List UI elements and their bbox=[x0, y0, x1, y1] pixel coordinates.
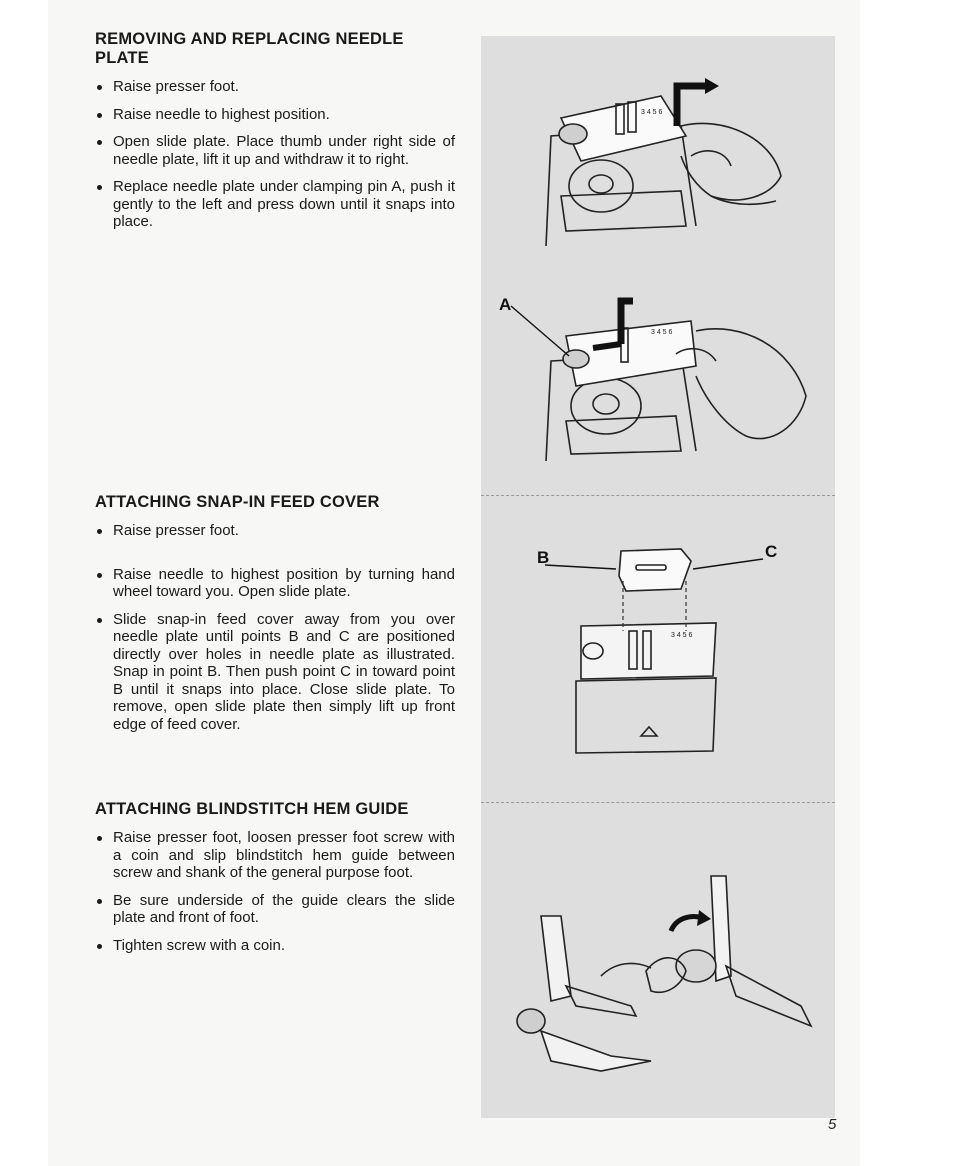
callout-a: A bbox=[499, 295, 512, 314]
needle-plate-removal-drawing bbox=[481, 56, 835, 266]
blindstitch-guide-drawing bbox=[481, 856, 835, 1086]
callout-b: B bbox=[537, 548, 550, 567]
illustration-blindstitch-guide bbox=[481, 856, 835, 1086]
section-needle-plate bbox=[95, 30, 455, 241]
step-item: Raise presser foot. bbox=[95, 78, 455, 96]
plate-digits: 3 4 5 6 bbox=[671, 632, 693, 639]
step-list bbox=[95, 829, 455, 954]
step-item: Raise presser foot. bbox=[95, 522, 455, 540]
section-blindstitch bbox=[95, 800, 455, 964]
section-heading: REMOVING AND REPLACING NEEDLE PLATE bbox=[95, 30, 404, 67]
section-divider bbox=[481, 802, 835, 803]
illustration-replace-needle-plate bbox=[481, 276, 835, 476]
step-item: Raise needle to highest position. bbox=[95, 106, 455, 124]
section-heading: ATTACHING BLINDSTITCH HEM GUIDE bbox=[95, 800, 409, 818]
step-item: Be sure underside of the guide clears the slide plate and front of foot. bbox=[95, 892, 455, 927]
step-item: Raise presser foot, loosen presser foot screw with a coin and slip blindstitch hem guide between screw and shank of the general purpose foot. bbox=[95, 829, 455, 882]
illustration-feed-cover bbox=[481, 531, 835, 766]
feed-cover-drawing bbox=[481, 531, 835, 766]
needle-plate-replace-drawing bbox=[481, 276, 835, 476]
page-number: 5 bbox=[828, 1116, 837, 1133]
section-feed-cover bbox=[95, 493, 455, 743]
illustration-remove-needle-plate bbox=[481, 56, 835, 266]
illustration-column bbox=[481, 36, 835, 1118]
section-heading: ATTACHING SNAP-IN FEED COVER bbox=[95, 493, 380, 511]
step-item: Tighten screw with a coin. bbox=[95, 937, 455, 955]
plate-digits: 3 4 5 6 bbox=[641, 109, 663, 116]
step-list bbox=[95, 522, 455, 733]
step-item: Slide snap-in feed cover away from you over needle plate until points B and C are positioned directly over holes in needle plate as illustrated. Snap in point B. Then push point C in toward point B until it snaps into place. Close slide plate. To remove, open slide plate then simply lift up front edge of feed cover. bbox=[95, 611, 455, 734]
step-item: Open slide plate. Place thumb under right side of needle plate, lift it up and withdraw it to right. bbox=[95, 133, 455, 168]
step-list bbox=[95, 78, 455, 231]
callout-c: C bbox=[765, 542, 778, 561]
step-item: Raise needle to highest position by turning hand wheel toward you. Open slide plate. bbox=[95, 566, 455, 601]
section-divider bbox=[481, 495, 835, 496]
plate-digits: 3 4 5 6 bbox=[651, 329, 673, 336]
step-item: Replace needle plate under clamping pin A, push it gently to the left and press down until it snaps into place. bbox=[95, 178, 455, 231]
